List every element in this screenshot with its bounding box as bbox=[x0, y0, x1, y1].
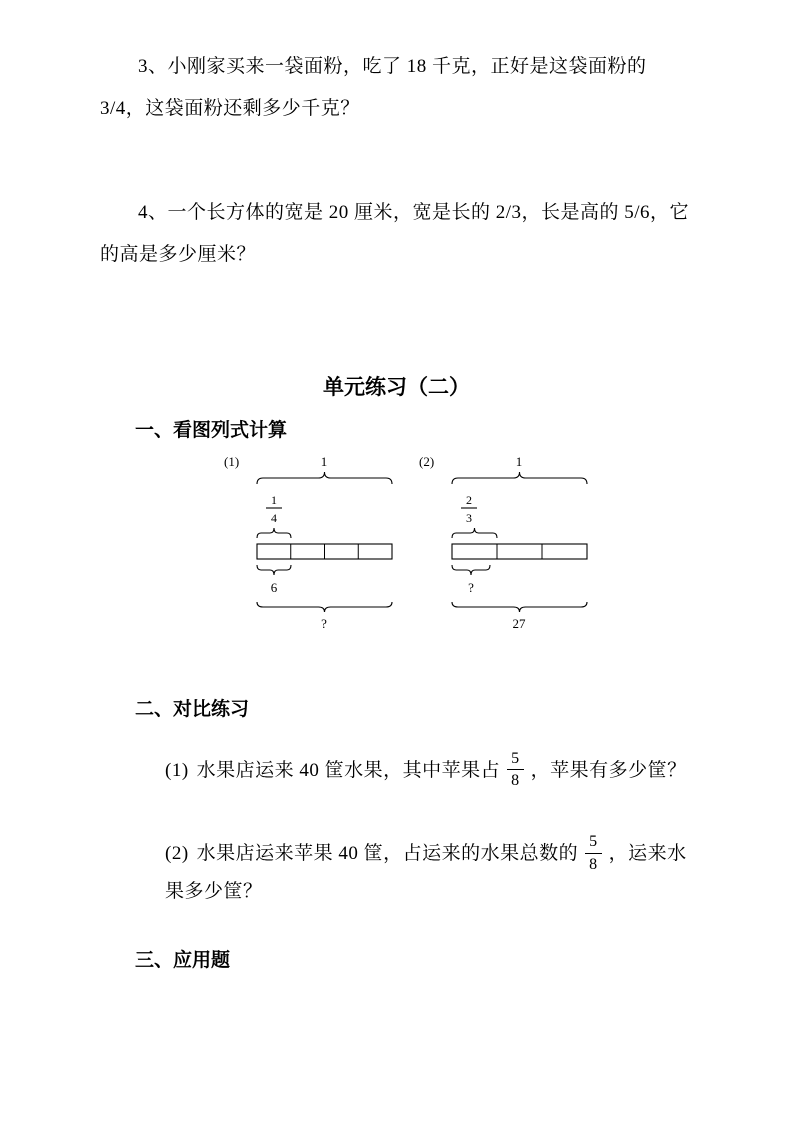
diagram-2-part-bottom-brace bbox=[452, 565, 490, 575]
fraction-denominator: 8 bbox=[511, 772, 520, 790]
diagram-2-part-top-brace bbox=[452, 528, 497, 538]
diagram-1-fraction-numerator: 1 bbox=[271, 493, 277, 507]
diagram-2-label: (2) bbox=[419, 454, 435, 469]
diagram-1-whole-label: 1 bbox=[320, 454, 328, 469]
diagram-2-fraction-denominator: 3 bbox=[466, 511, 472, 525]
bar-diagram-1 bbox=[222, 452, 402, 632]
fraction-denominator: 8 bbox=[589, 855, 598, 873]
comparison-item-1-label: (1) bbox=[165, 760, 189, 782]
diagram-1-top-brace bbox=[257, 472, 392, 484]
diagram-2-top-brace bbox=[452, 472, 587, 484]
comparison-item-2-text-before: 水果店运来苹果 40 筐，占运来的水果总数的 bbox=[196, 843, 579, 865]
comparison-item-1-text-after: ，苹果有多少筐？ bbox=[530, 760, 687, 782]
comparison-item-2-label: (2) bbox=[165, 843, 189, 865]
comparison-item-1-fraction bbox=[507, 749, 524, 790]
page-title: 单元练习（二） bbox=[323, 376, 470, 399]
diagram-2-bar bbox=[452, 544, 587, 559]
section-heading-3: 三、应用题 bbox=[135, 949, 231, 971]
fraction-numerator: 5 bbox=[507, 749, 524, 770]
diagram-2-total-value: 27 bbox=[512, 616, 526, 631]
comparison-item-2-fraction bbox=[585, 832, 602, 873]
diagram-1-part-top-brace bbox=[257, 528, 291, 538]
comparison-item-1-text-before: 水果店运来 40 筐水果，其中苹果占 bbox=[196, 760, 501, 782]
diagram-2-fraction-numerator: 2 bbox=[466, 493, 472, 507]
diagram-2-whole-label: 1 bbox=[515, 454, 523, 469]
diagram-1-part-value: 6 bbox=[270, 580, 278, 595]
problem-3-text: 3、小刚家买来一袋面粉，吃了 18 千克，正好是这袋面粉的 3/4，这袋面粉还剩多少千克？ bbox=[100, 56, 647, 119]
section-heading-1: 一、看图列式计算 bbox=[135, 420, 288, 441]
diagram-2-part-value: ? bbox=[468, 580, 474, 595]
bar-diagram-2 bbox=[417, 452, 597, 632]
comparison-item-2-text-after: ，运来水果多少筐？ bbox=[165, 843, 687, 902]
problem-4-text: 4、一个长方体的宽是 20 厘米，宽是长的 2/3，长是高的 5/6，它的高是多少厘米？ bbox=[100, 202, 690, 265]
diagram-1-part-bottom-brace bbox=[257, 565, 291, 575]
fraction-numerator: 5 bbox=[585, 832, 602, 853]
diagram-1-total-value: ? bbox=[321, 616, 327, 631]
section-heading-2: 二、对比练习 bbox=[135, 699, 250, 720]
bar-diagrams bbox=[222, 452, 693, 632]
diagram-2-total-brace bbox=[452, 602, 587, 612]
comparison-item-2 bbox=[165, 834, 693, 902]
comparison-item-1 bbox=[165, 751, 693, 792]
diagram-1-label: (1) bbox=[224, 454, 240, 469]
diagram-1-total-brace bbox=[257, 602, 392, 612]
diagram-1-fraction-denominator: 4 bbox=[271, 511, 277, 525]
